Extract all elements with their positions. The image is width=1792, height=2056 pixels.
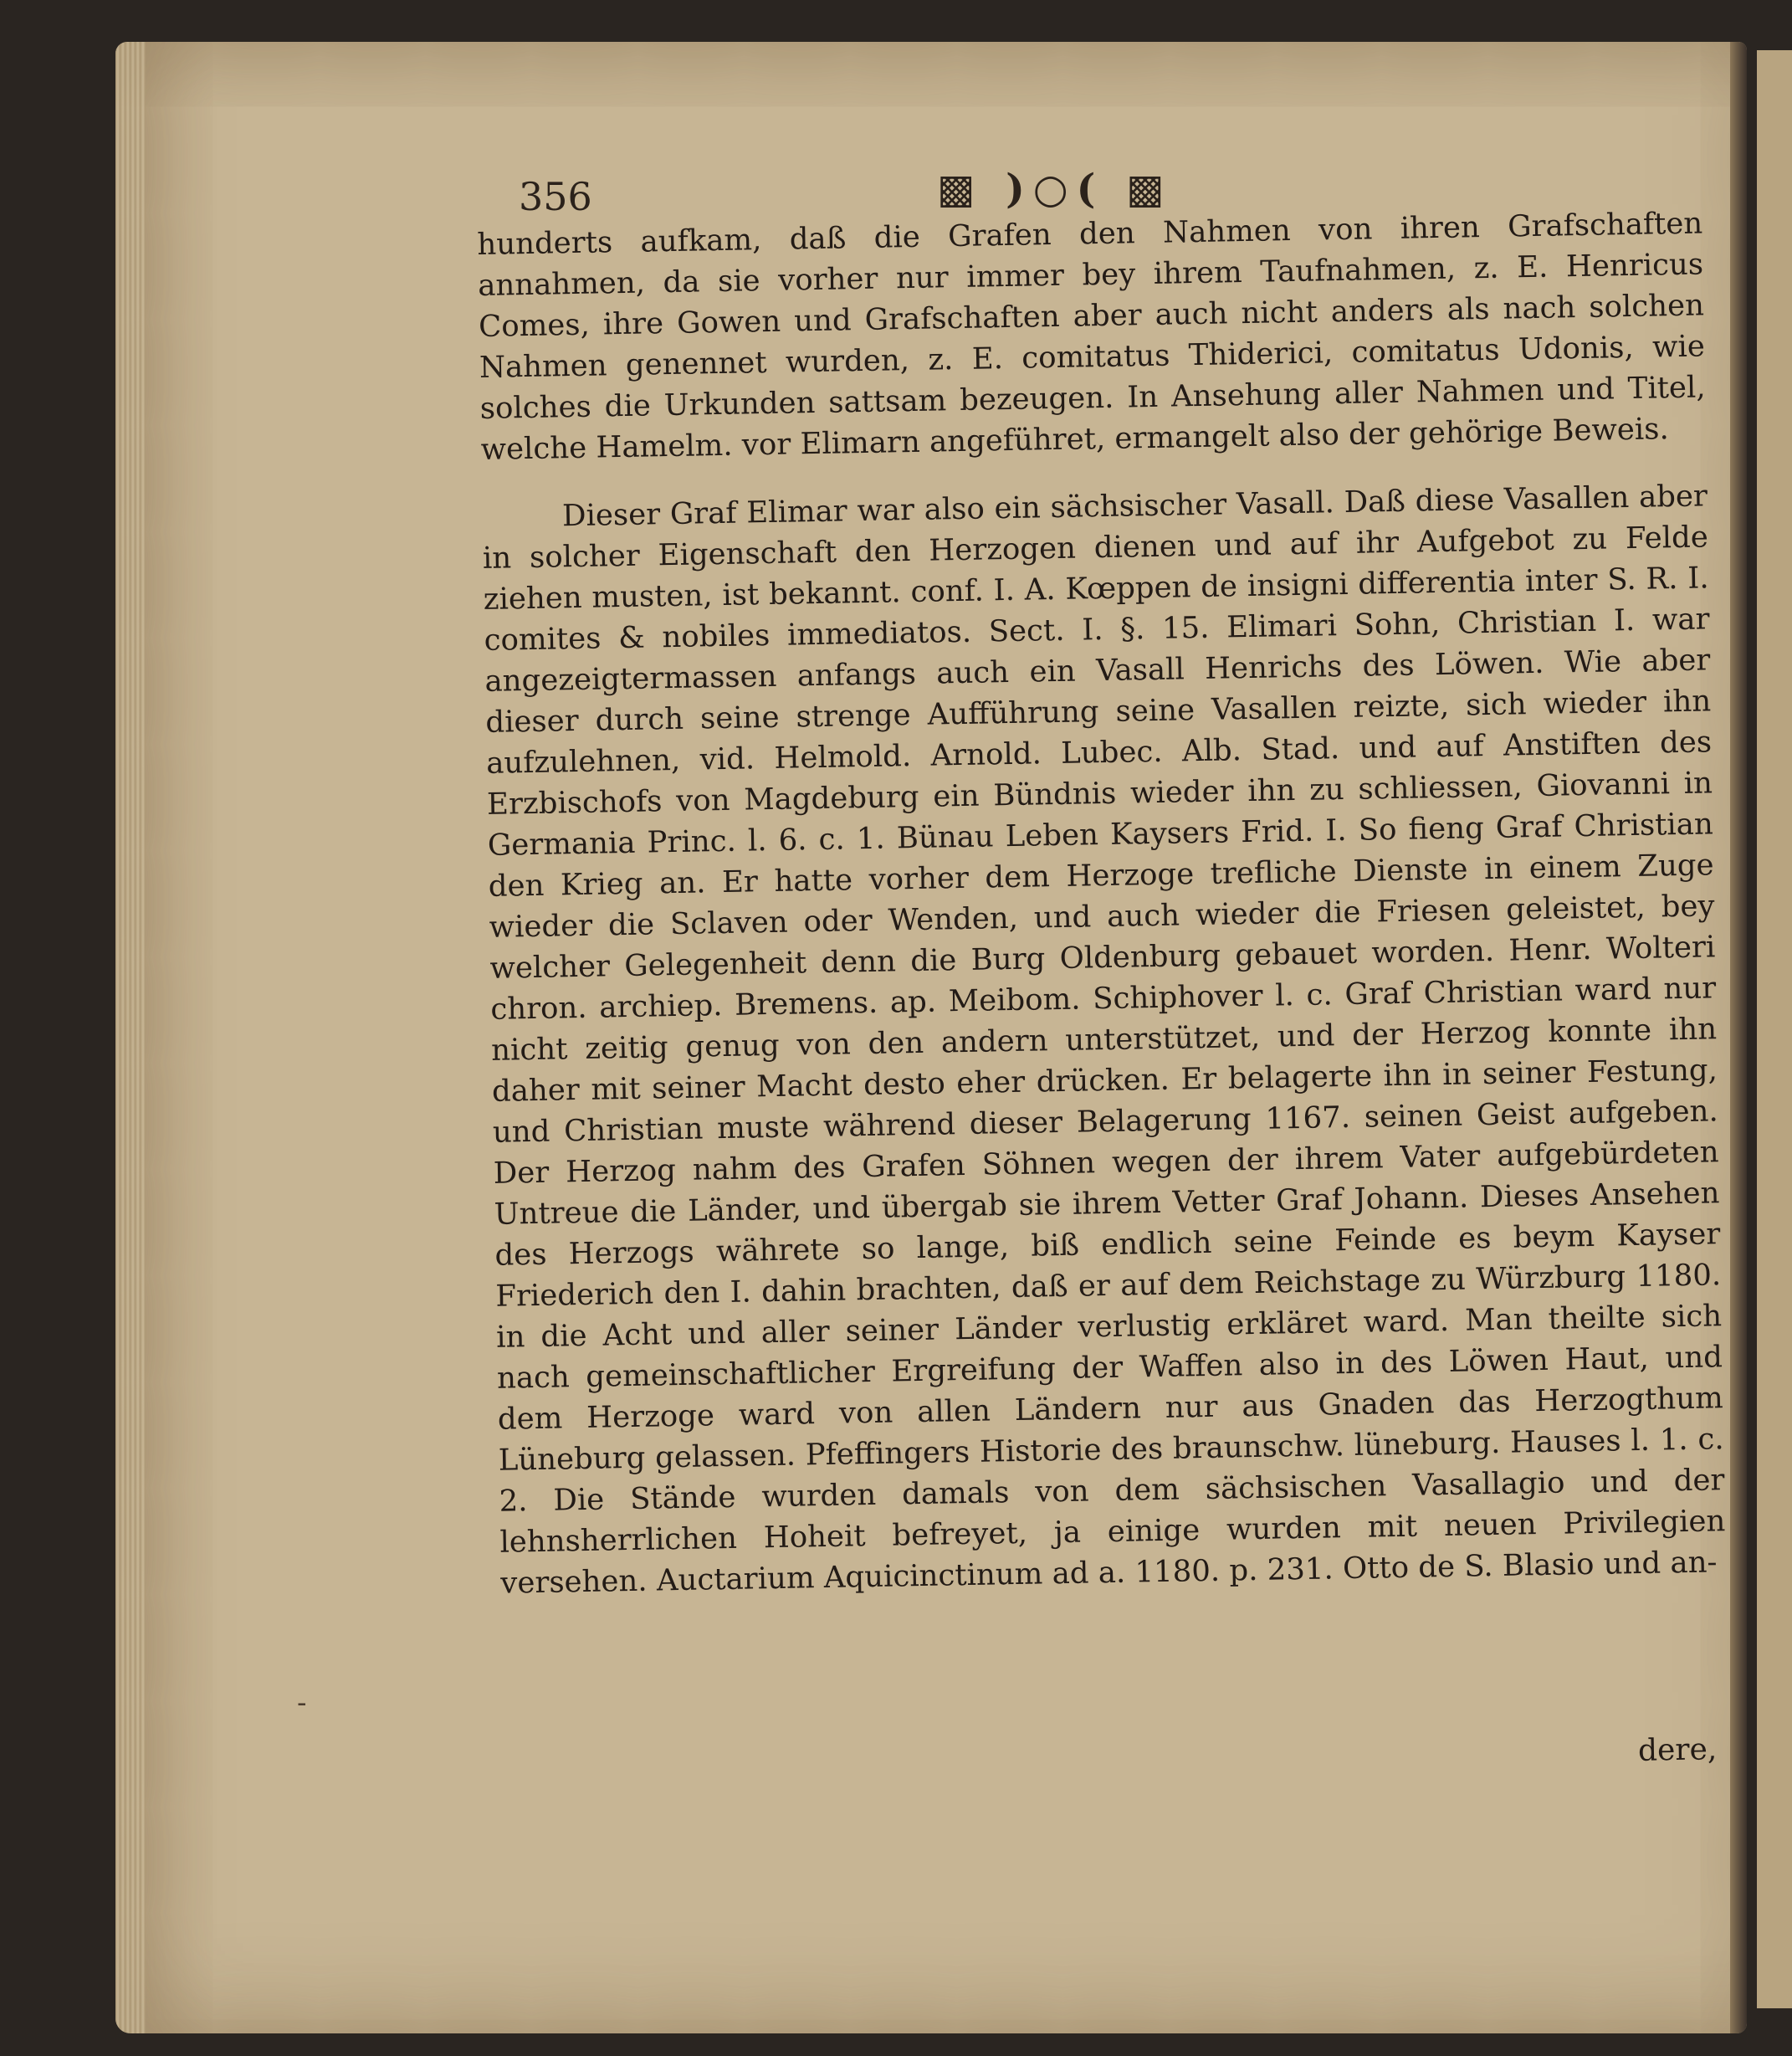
adjacent-page-edge — [1757, 50, 1792, 2008]
book-gutter-shadow — [1730, 42, 1747, 2033]
page-edges — [115, 42, 146, 2033]
paragraph-elimar: Dieser Graf Elimar war also ein sächsischer Vasall. Daß diese Vasallen aber in solcher Eigenschaft den Herzogen dienen und auf ihr Aufgebot zu Felde ziehen musten, ist bekannt. conf. I. A. Kœppen de insigni differentia inter S. R. I. comites & nobiles immediatos. Sect. I. §. 15. Elimari Sohn, Christian I. war angezeigtermassen anfangs auch ein Vasall Henrichs des Löwen. Wie aber dieser durch seine strenge Aufführung seine Vasallen reizte, sich wieder ihn aufzulehnen, vid. Helmold. Arnold. Lubec. Alb. Stad. und auf Anstiften des Erzbischofs von Magdeburg ein Bündnis wieder ihn zu schliessen, Giovanni in Germania Princ. l. 6. c. 1. Bünau Leben Kaysers Frid. I. So fieng Graf Christian den Krieg an. Er hatte vorher dem Herzoge trefliche Dienste in einem Zuge wieder die Sclaven oder Wenden, und auch wieder die Friesen geleistet, bey welcher Gelegenheit denn die Burg Oldenburg gebauet worden. Henr. Wolteri chron. archiep. Bremens. ap. Meibom. Schiphover l. c. Graf Christian ward nur nicht zeitig genug von den andern unterstützet, und der Herzog konnte ihn daher mit seiner Macht desto eher drücken. Er belagerte ihn in seiner Festung, und Christian muste während dieser Belagerung 1167. seinen Geist aufgeben. Der Herzog nahm des Grafen Söhnen wegen der ihrem Vater aufgebürdeten Untreue die Länder, und übergab sie ihrem Vetter Graf Johann. Dieses Ansehen des Herzogs währete so lange, biß endlich seine Feinde es beym Kayser Friederich den I. dahin brachten, daß er auf dem Reichstage zu Würzburg 1180. in die Acht und aller seiner Länder verlustig erkläret ward. Man theilte sich nach gemeinschaftlicher Ergreifung der Waffen also in des Löwen Haut, und dem Herzoge ward von allen Ländern nur aus Gnaden das Herzogthum Lüneburg gelassen. Pfeffingers Historie des braunschw. lüneburg. Hauses l. 1. c. 2. Die Stände wurden damals von dem sächsischen Vasallagio und der lehnsherrlichen Hoheit befreyet, ja einige wurden mit neuen Privilegien versehen. Auctarium Aquicinctinum ad a. 1180. p. 231. Otto de S. Blasio und an- — [482, 479, 1726, 1601]
page-number: 356 — [519, 174, 592, 219]
body-text — [477, 203, 1729, 1746]
margin-mark: ‑ — [297, 1686, 307, 1720]
paragraph-continued: hunderts aufkam, daß die Grafen den Nahmen von ihren Grafschaften annahmen, da sie vorher nur immer bey ihrem Taufnahmen, z. E. Henricus Comes, ihre Gowen und Grafschaften aber auch nicht anders als nach solchen Nahmen genennet wurden, z. E. comitatus Thiderici, comitatus Udonis, wie solches die Urkunden sattsam bezeugen. In Ansehung aller Nahmen und Titel, welche Hamelm. vor Elimarn angeführet, ermangelt also der gehörige Beweis. — [477, 206, 1706, 467]
catchword: dere, — [1637, 1732, 1718, 1768]
header-ornament: ▩ )○( ▩ — [937, 166, 1173, 213]
